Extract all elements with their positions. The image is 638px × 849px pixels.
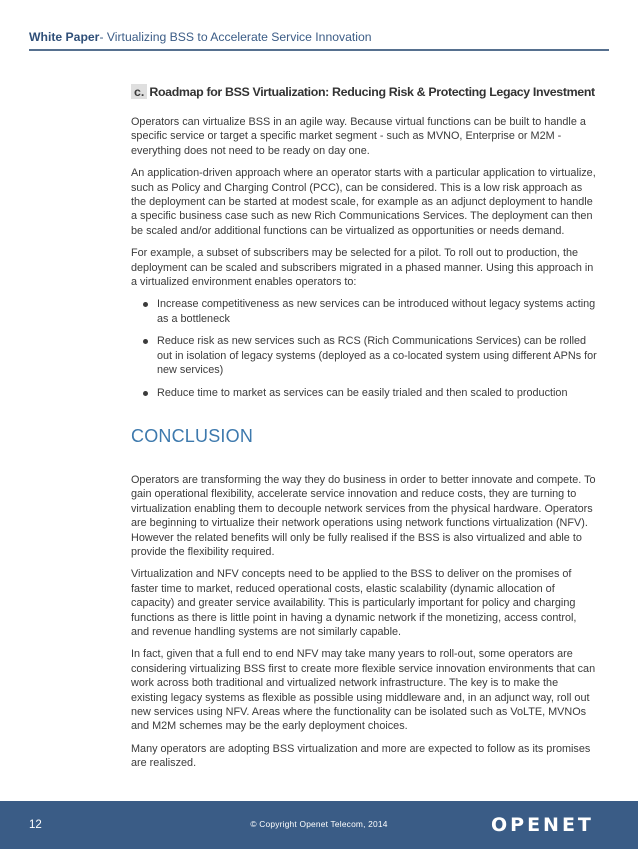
bullet-icon bbox=[143, 391, 148, 396]
list-item bbox=[131, 334, 597, 377]
bullet-icon bbox=[143, 302, 148, 307]
header-label: White Paper bbox=[29, 30, 100, 44]
page-content bbox=[131, 84, 597, 779]
header-divider bbox=[29, 49, 609, 51]
conclusion-paragraph-2: Virtualization and NFV concepts need to be applied to the BSS to deliver on the promises of faster time to market, reduced operational costs, elastic scalability (dynamic allocation of capacity) and greater service availability. This is particularly important for policy and charging functions as there is little point in having a dynamic network if the monetizing, access control, and revenue handling systems are not similarly capable. bbox=[131, 568, 577, 638]
bullet-icon bbox=[143, 339, 148, 344]
list-item bbox=[131, 297, 597, 326]
list-item-text: Reduce time to market as services can be easily trialed and then scaled to production bbox=[157, 386, 568, 399]
list-item-text: Reduce risk as new services such as RCS (Rich Communications Services) can be rolled out in isolation of legacy systems (deployed as a co-located system using different APNs for new services) bbox=[157, 335, 597, 377]
subsection-letter: c. bbox=[131, 84, 147, 99]
subsection-heading bbox=[131, 84, 597, 99]
running-header bbox=[29, 30, 609, 44]
page-footer bbox=[0, 801, 638, 849]
paragraph-1: Operators can virtualize BSS in an agile way. Because virtual functions can be built to handle a specific service or target a specific market segment - such as MVNO, Enterprise or M2M - everything does not need to be ready on day one. bbox=[131, 116, 586, 157]
page-number: 12 bbox=[29, 819, 42, 831]
conclusion-paragraph-1: Operators are transforming the way they do business in order to better innovate and compete. To gain operational flexibility, accelerate service innovation and reduce costs, they are turning to virtualization enabling them to decouple network services from the physical hardware. Operators are beginning to virtualize their network operations using network functions virtualization (NFV). However the related benefits will only be fully realised if the BSS is also virtualized and able to provide the flexibility required. bbox=[131, 473, 596, 558]
copyright-notice: © Copyright Openet Telecom, 2014 bbox=[250, 819, 388, 829]
openet-logo: OPENET bbox=[491, 814, 594, 836]
benefits-list bbox=[131, 297, 597, 399]
list-item bbox=[131, 386, 597, 400]
paragraph-2: An application-driven approach where an operator starts with a particular application to virtualize, such as Policy and Charging Control (PCC), can be considered. This is a low risk approach as the deployment can be started at modest scale, for example as an adjunct deployment to handle a specific business case such as new Rich Communications Services. The deployment can then be scaled and/or additional functions can be virtualized as opportunities or needs demand. bbox=[131, 167, 596, 237]
list-item-text: Increase competitiveness as new services can be introduced without legacy systems acting as a bottleneck bbox=[157, 298, 596, 325]
conclusion-paragraph-3: In fact, given that a full end to end NFV may take many years to roll-out, some operators are considering virtualizing BSS first to create more flexible service innovation environments that can work across both traditional and virtualized network infrastructure. The key is to make the existing legacy systems as flexible as possible using middleware and, in an adjunct way, roll out new services using NFV. Areas where the functionality can be isolated such as VoLTE, MVNOs and M2M schemes may be the early deployment choices. bbox=[131, 648, 596, 733]
conclusion-paragraph-4: Many operators are adopting BSS virtualization and more are expected to follow as its promises are realiszed. bbox=[131, 742, 591, 770]
subsection-title: Roadmap for BSS Virtualization: Reducing Risk & Protecting Legacy Investment bbox=[149, 85, 595, 99]
header-title: - Virtualizing BSS to Accelerate Service Innovation bbox=[99, 30, 372, 44]
paragraph-3: For example, a subset of subscribers may be selected for a pilot. To roll out to production, the deployment can be scaled and subscribers migrated in a phased manner. Using this approach in a virtualized environment enables operators to: bbox=[131, 247, 594, 289]
section-title-conclusion: CONCLUSION bbox=[131, 425, 254, 446]
